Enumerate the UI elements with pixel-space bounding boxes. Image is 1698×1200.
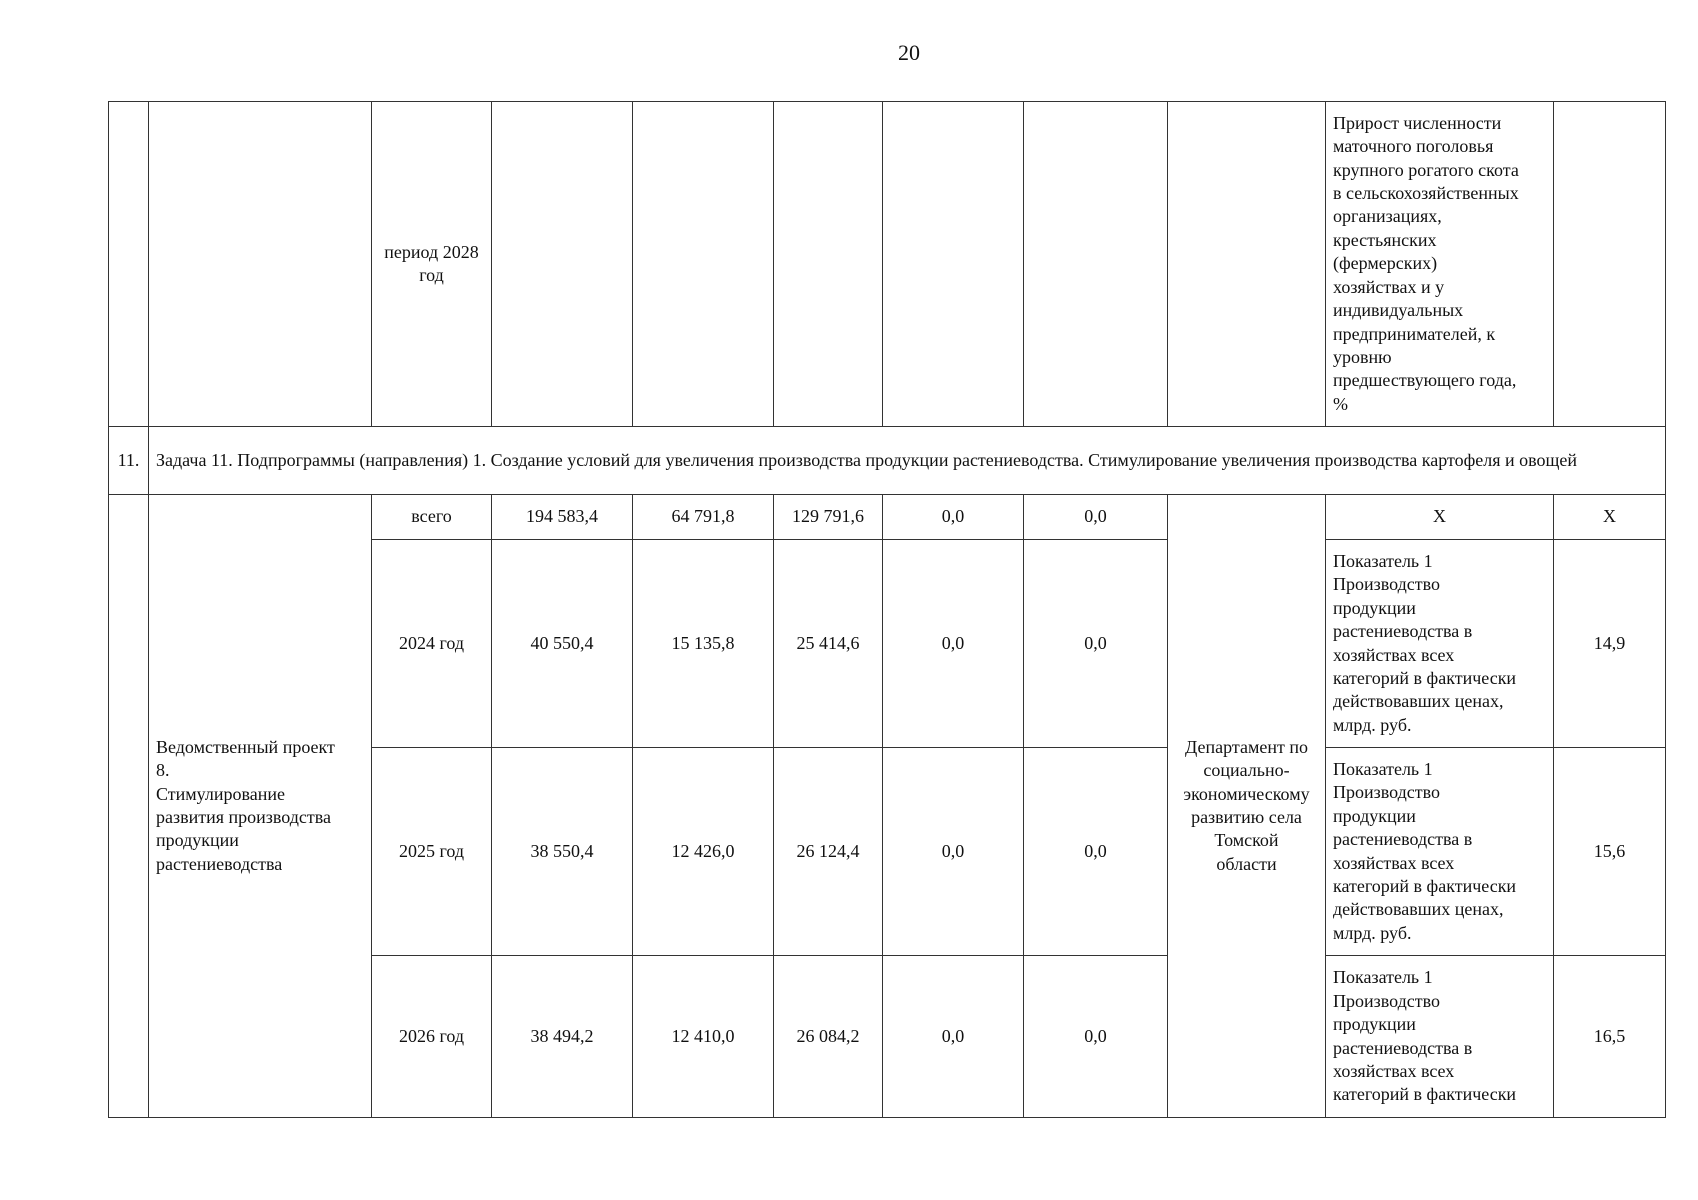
indicator-cell: Прирост численности маточного поголовья крупного рогатого скота в сельскохозяйственных организациях, крестьянских (фермерских) хозяйствах и у индивидуальных предпринимателей, к уровню предшествующего года, % (1326, 102, 1554, 427)
name-cell (149, 102, 372, 427)
value-cell: 12 410,0 (633, 956, 774, 1118)
executor-cell: Департамент по социально- экономическому развитию села Томской области (1168, 495, 1326, 1118)
value-cell: 129 791,6 (774, 495, 883, 540)
task-number: 11. (109, 427, 149, 495)
value-cell: 26 124,4 (774, 748, 883, 956)
value-cell: 0,0 (1024, 495, 1168, 540)
period-cell: 2026 год (372, 956, 492, 1118)
value-cell (883, 102, 1024, 427)
executor-cell (1168, 102, 1326, 427)
task-row (109, 427, 1666, 495)
indicator-cell: Показатель 1 Производство продукции растениеводства в хозяйствах всех категорий в фактически (1326, 956, 1554, 1118)
value-cell: 194 583,4 (492, 495, 633, 540)
indicator-cell: Х (1326, 495, 1554, 540)
value-cell: 0,0 (1024, 956, 1168, 1118)
task-title: Задача 11. Подпрограммы (направления) 1. Создание условий для увеличения производства продукции растениеводства. Стимулирование увеличения производства картофеля и овощей (149, 427, 1666, 495)
indicator-value-cell: 15,6 (1554, 748, 1666, 956)
value-cell: 0,0 (883, 748, 1024, 956)
period-cell: период 2028 год (372, 102, 492, 427)
value-cell: 0,0 (1024, 540, 1168, 748)
table-row (109, 495, 1666, 540)
value-cell: 26 084,2 (774, 956, 883, 1118)
number-cell (109, 495, 149, 1118)
value-cell (1024, 102, 1168, 427)
indicator-value-cell: 16,5 (1554, 956, 1666, 1118)
indicator-cell: Показатель 1 Производство продукции растениеводства в хозяйствах всех категорий в фактически действовавших ценах, млрд. руб. (1326, 748, 1554, 956)
value-cell (774, 102, 883, 427)
program-table (108, 101, 1666, 1118)
value-cell (492, 102, 633, 427)
indicator-cell: Показатель 1 Производство продукции растениеводства в хозяйствах всех категорий в фактически действовавших ценах, млрд. руб. (1326, 540, 1554, 748)
period-cell: 2024 год (372, 540, 492, 748)
value-cell: 0,0 (883, 540, 1024, 748)
value-cell: 38 550,4 (492, 748, 633, 956)
value-cell: 0,0 (883, 495, 1024, 540)
value-cell: 64 791,8 (633, 495, 774, 540)
value-cell: 40 550,4 (492, 540, 633, 748)
value-cell: 12 426,0 (633, 748, 774, 956)
value-cell (633, 102, 774, 427)
value-cell: 0,0 (883, 956, 1024, 1118)
page-number: 20 (898, 40, 920, 65)
indicator-value-cell: Х (1554, 495, 1666, 540)
value-cell: 0,0 (1024, 748, 1168, 956)
indicator-value-cell: 14,9 (1554, 540, 1666, 748)
value-cell: 25 414,6 (774, 540, 883, 748)
number-cell (109, 102, 149, 427)
value-cell: 15 135,8 (633, 540, 774, 748)
indicator-value-cell (1554, 102, 1666, 427)
project-name: Ведомственный проект 8. Стимулирование развития производства продукции растениеводства (149, 495, 372, 1118)
period-cell: 2025 год (372, 748, 492, 956)
value-cell: 38 494,2 (492, 956, 633, 1118)
table-row-continuation (109, 102, 1666, 427)
period-cell: всего (372, 495, 492, 540)
